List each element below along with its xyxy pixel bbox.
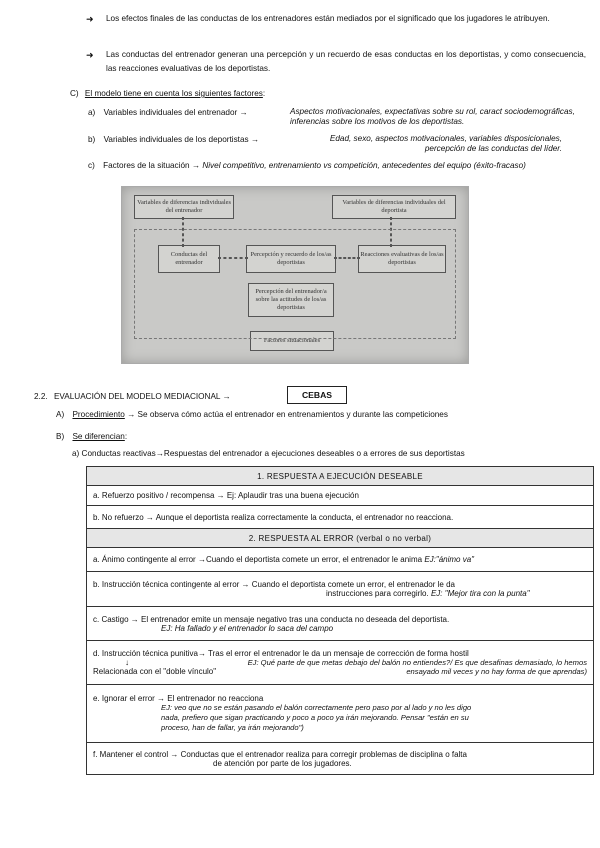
factor-a: a) Variables individuales del entrenador → [88,108,248,117]
mediational-model-diagram [121,186,469,364]
differences-title: Se diferencian [72,432,125,441]
connector-frame [134,229,456,339]
box-athlete-variables: Variables de diferencias individuales del deportista [332,195,456,219]
table-row: e. Ignorar el error → El entrenador no reacciona EJ: veo que no se están pasando el balón correctamente pero paso por al lado y no les digo nada, prefiero que sigan practicando y poco a poco ya irán mejorando. Pensar "están en su proceso, han de fallar, ya irán mejorando") [87,685,594,743]
section-22-title: EVALUACIÓN DEL MODELO MEDIACIONAL → [53,392,231,401]
box-coach-perception: Percepción del entrenador/a sobre las actitudes de los/as deportistas [248,283,334,317]
procedure-title: Procedimiento [72,410,125,419]
box-coach-variables: Variables de diferencias individuales del entrenador [134,195,234,219]
box-perception-recall: Percepción y recuerdo de los/as deportistas [246,245,336,273]
arrow-right-icon: ➜ [86,50,94,60]
table-header-2: 2. RESPUESTA AL ERROR (verbal o no verbal) [87,529,594,548]
section-c-heading: C) El modelo tiene en cuenta los siguientes factores: [70,89,266,98]
box-coach-behaviors: Conductas del entrenador [158,245,220,273]
table-row: a. Ánimo contingente al error →Cuando el deportista comete un error, el entrenador le anima EJ:"ánimo va" [87,548,594,572]
bullet-2 [86,48,586,76]
factor-a-detail: Aspectos motivacionales, expectativas sobre su rol, caract sociodemográficas, inferencias sobre los motivos de los deportistas. [290,107,575,126]
bullet-2-text: Las conductas del entrenador generan una percepción y un recuerdo de esas conductas en los deportistas, y como consecuencia, las reacciones evaluativas de los deportistas. [106,50,586,73]
section-c-title: El modelo tiene en cuenta los siguientes factores [84,89,263,98]
bullet-1 [86,12,586,26]
section-22-heading: 2.2. EVALUACIÓN DEL MODELO MEDIACIONAL → [34,392,231,401]
table-row: f. Mantener el control → Conductas que el entrenador realiza para corregir problemas de disciplina o falta de atención por parte de los jugadores. [87,743,594,775]
box-situational-factors: Factores situacionales [250,331,334,351]
factor-c: c) Factores de la situación → Nivel competitivo, entrenamiento vs competición, antecedentes del equipo (éxito-fracaso) [88,161,526,170]
behaviors-table [86,466,594,775]
table-row: c. Castigo → El entrenador emite un mensaje negativo tras una conducta no deseada del deportista. EJ: Ha fallado y el entrenador lo saca del campo [87,607,594,641]
table-row: d. Instrucción técnica punitiva→ Tras el error el entrenador le da un mensaje de corrección de forma hostil ↓ Relacionada con el "doble vínculo" EJ: Qué parte de que metas debajo del balón no entiendes?/ Es que desafinas demasiado, lo hemos ensayado mil veces y no hay forma de que aprendas) [87,641,594,685]
reactive-behaviors: a) Conductas reactivas→Respuestas del entrenador a ejecuciones deseables o a errores de sus deportistas [72,449,465,458]
bullet-1-text: Los efectos finales de las conductas de los entrenadores están mediados por el significado que los jugadores le atribuyen. [106,14,550,23]
differences-line: B) Se diferencian: [56,432,128,441]
factor-b: b) Variables individuales de los deportistas → [88,135,260,144]
table-row: b. Instrucción técnica contingente al error → Cuando el deportista comete un error, el entrenador le da instrucciones para corregirlo. EJ: "Mejor tira con la punta" [87,572,594,607]
arrow-right-icon: ➜ [86,14,94,24]
cebas-button[interactable]: CEBAS [287,386,347,404]
table-header-1: 1. RESPUESTA A EJECUCIÓN DESEABLE [87,467,594,486]
factor-b-detail: Edad, sexo, aspectos motivacionales, variables disposicionales, percepción de las conductas del líder. [329,134,562,153]
procedure-line: A) Procedimiento → Se observa cómo actúa el entrenador en entrenamientos y durante las competiciones [56,410,448,419]
table-row: b. No refuerzo → Aunque el deportista realiza correctamente la conducta, el entrenador no reacciona. [87,506,594,529]
table-row: a. Refuerzo positivo / recompensa → Ej: Aplaudir tras una buena ejecución [87,486,594,506]
box-evaluative-reactions: Reacciones evaluativas de los/as deportistas [358,245,446,273]
